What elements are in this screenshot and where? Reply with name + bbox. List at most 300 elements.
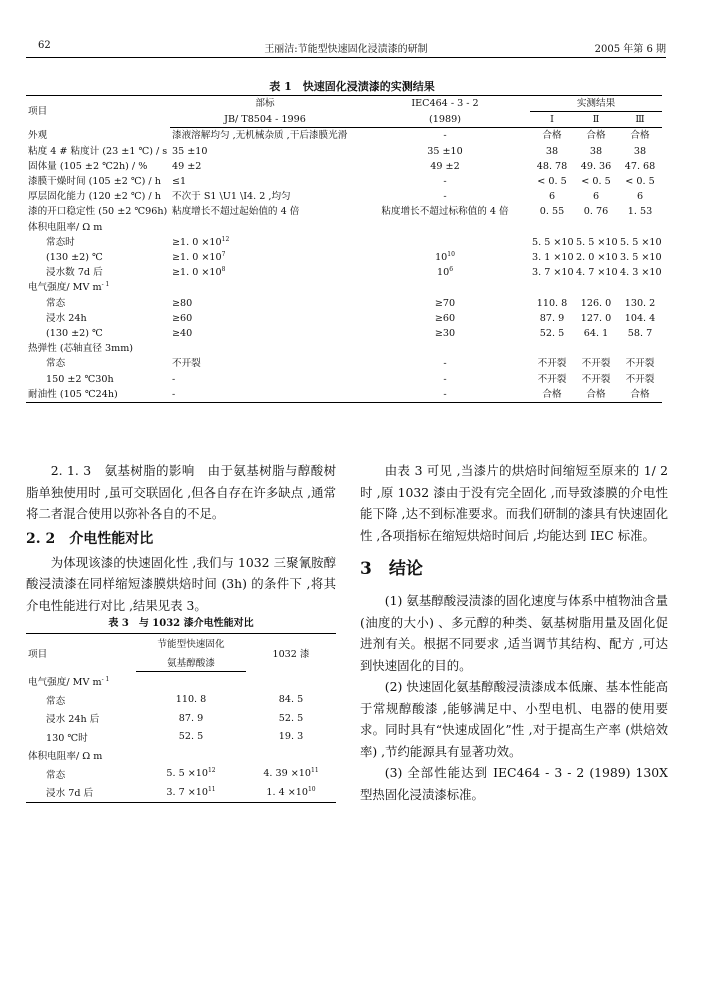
row-m3 [618, 265, 662, 280]
table1-header-std: 部标 [170, 96, 360, 112]
table-row [26, 728, 336, 747]
row-std [170, 128, 360, 144]
row-m2 [574, 280, 618, 295]
row-iec-text: - [443, 191, 447, 203]
row-item-text: 常态 [46, 297, 66, 309]
row-new-varnish-text: 87. 9 [178, 712, 204, 724]
row-iec [360, 326, 530, 341]
row-iec [360, 174, 530, 189]
row-m1 [530, 174, 574, 189]
row-m1-text: 0. 55 [539, 206, 565, 218]
table-row [26, 174, 662, 189]
row-item-text: (130 ±2) ℃ [46, 328, 103, 340]
row-iec-text: - [443, 358, 447, 370]
table1-caption: 表 1 快速固化浸渍漆的实测结果 [269, 80, 435, 93]
row-item-text: 浸水 24h 后 [46, 714, 100, 726]
row-item-text: 130 ℃时 [46, 732, 88, 744]
row-item-text: 常态时 [46, 236, 75, 248]
row-new-varnish [136, 765, 246, 784]
row-new-varnish [136, 728, 246, 747]
row-m3-text: 不开裂 [625, 358, 655, 370]
row-std [170, 174, 360, 189]
row-std [170, 372, 360, 387]
row-item [26, 728, 136, 747]
row-item-text: 体积电阻率/ Ω m [28, 221, 103, 233]
row-m3 [618, 296, 662, 311]
row-item [26, 709, 136, 728]
row-m1 [530, 356, 574, 371]
table-row [26, 356, 662, 371]
row-m3-text: 6 [636, 191, 644, 203]
table3-header-col1-top: 节能型快速固化 [136, 634, 246, 653]
row-item [26, 204, 170, 219]
row-m3 [618, 220, 662, 235]
running-header [26, 40, 666, 56]
row-item-text: 常态 [46, 695, 66, 707]
row-1032 [246, 672, 336, 691]
row-item [26, 296, 170, 311]
section-2-2-paragraph: 为体现该漆的快速固化性 ,我们与 1032 三聚氰胺醇酸浸渍漆在同样缩短漆膜烘焙时间 (3h) 的条件下 ,将其介电性能进行对比 ,结果见表 3。 [26, 554, 336, 613]
row-m2-text: 2. 0 ×10 [576, 252, 618, 264]
row-std [170, 189, 360, 204]
row-item [26, 250, 170, 265]
row-item-text: (130 ±2) ℃ [46, 252, 103, 264]
row-iec-text: - [443, 130, 447, 142]
row-m2 [574, 372, 618, 387]
conclusion-3: (3) 全部性能达到 IEC464 - 3 - 2 (1989) 130X 型热固化浸渍漆标准。 [360, 765, 668, 802]
row-m2 [574, 235, 618, 250]
row-item-text: 固体量 (105 ±2 ℃2h) / % [28, 160, 148, 172]
row-iec [360, 356, 530, 371]
row-std [170, 341, 360, 356]
right-paragraph-1: 由表 3 可见 ,当漆片的烘焙时间缩短至原来的 1/ 2 时 ,原 1032 漆由于没有完全固化 ,而导致漆膜的介电性能下降 ,达不到标准要求。而我们研制的漆具有快速固化性 ,各项指标在缩短烘焙时间后 ,均能达到 IEC 标准。 [360, 463, 668, 543]
row-iec [360, 144, 530, 159]
row-m3 [618, 159, 662, 174]
row-new-varnish [136, 672, 246, 691]
row-item [26, 311, 170, 326]
row-m1-text: 不开裂 [537, 373, 567, 385]
row-m1 [530, 250, 574, 265]
table-row [26, 387, 662, 403]
conclusion-2: (2) 快速固化氨基醇酸浸渍漆成本低廉、基本性能高于常规醇酸漆 ,能够满足中、小型电机、电器的使用要求。同时具有“快速成固化”性 ,对于提高生产率 (烘焙效率) ,节约能源具有显著功效。 [360, 679, 668, 759]
row-iec [360, 265, 530, 280]
row-m1-text: 3. 1 ×10 [532, 252, 574, 264]
row-m2-text: 5. 5 ×10 [576, 236, 618, 248]
row-m3-text: 合格 [630, 388, 650, 400]
table-row [26, 311, 662, 326]
row-std-text: 35 ±10 [172, 145, 208, 157]
table1-header-item: 项目 [26, 96, 170, 128]
row-1032 [246, 691, 336, 710]
row-m1-text: 不开裂 [537, 358, 567, 370]
row-m3 [618, 174, 662, 189]
row-m2 [574, 265, 618, 280]
row-m2-text: 4. 7 ×10 [576, 267, 618, 279]
row-std-text: ≤1 [172, 176, 187, 188]
row-item-exponent: - 1 [101, 675, 110, 683]
row-m3 [618, 341, 662, 356]
row-iec [360, 220, 530, 235]
row-iec [360, 235, 530, 250]
row-m1-text: < 0. 5 [537, 176, 567, 188]
table-row [26, 250, 662, 265]
row-m1 [530, 204, 574, 219]
left-column [26, 460, 336, 803]
row-item [26, 746, 136, 765]
table-row [26, 672, 336, 691]
table1-header-m1: Ⅰ [530, 112, 574, 128]
row-std [170, 356, 360, 371]
row-m2 [574, 326, 618, 341]
row-m2-text: 不开裂 [581, 373, 611, 385]
row-std-exponent: 8 [221, 266, 226, 274]
row-std-text: ≥40 [172, 328, 193, 340]
running-title: 王丽洁:节能型快速固化浸渍漆的研制 [264, 44, 428, 55]
row-item-text: 厚层固化能力 (120 ±2 ℃) / h [28, 191, 161, 203]
row-m1 [530, 189, 574, 204]
row-iec [360, 387, 530, 403]
row-m2-text: 0. 76 [583, 206, 609, 218]
row-m1-text: 52. 5 [539, 328, 565, 340]
row-m3 [618, 250, 662, 265]
table-row [26, 189, 662, 204]
table1-header-m3: Ⅲ [618, 112, 662, 128]
table-row [26, 765, 336, 784]
row-iec [360, 128, 530, 144]
table3 [26, 633, 336, 803]
row-iec-exponent: 6 [449, 266, 454, 274]
row-std-text: ≥60 [172, 312, 193, 324]
row-item [26, 235, 170, 250]
right-column [360, 460, 668, 805]
row-iec-text: 粘度增长不超过标称值的 4 倍 [381, 206, 509, 218]
table-row [26, 204, 662, 219]
row-m3-text: 5. 5 ×10 [620, 236, 662, 248]
row-item-text: 漆的开口稳定性 (50 ±2 ℃96h) [28, 206, 168, 218]
row-m3-text: 47. 68 [624, 160, 656, 172]
row-m2 [574, 159, 618, 174]
section-2-1-3 [26, 460, 336, 525]
row-m2 [574, 250, 618, 265]
row-m2 [574, 144, 618, 159]
row-m1 [530, 144, 574, 159]
row-m2-text: 38 [589, 145, 603, 157]
row-item [26, 765, 136, 784]
row-m2 [574, 220, 618, 235]
table1-header-iec-year: (1989) [360, 112, 530, 128]
table-row [26, 709, 336, 728]
row-1032-text: 1. 4 ×10 [266, 786, 308, 798]
table-row [26, 372, 662, 387]
row-item-text: 电气强度/ MV m [28, 282, 102, 294]
row-item [26, 691, 136, 710]
row-new-varnish [136, 691, 246, 710]
row-std-text: 漆液溶解均匀 ,无机械杂质 ,干后漆膜光滑 [172, 130, 348, 142]
row-std [170, 144, 360, 159]
row-iec-text: ≥70 [434, 297, 456, 309]
row-std-text: 不开裂 [172, 358, 201, 370]
row-item [26, 159, 170, 174]
table-row [26, 691, 336, 710]
row-item [26, 341, 170, 356]
row-item-exponent: - 1 [101, 281, 110, 289]
conclusion-1: (1) 氨基醇酸浸渍漆的固化速度与体系中植物油含量 (油度的大小) 、多元醇的种类、氨基树脂用量及固化促进剂有关。根据不同要求 ,适当调节其结构、配方 ,可达到快速固化的目的。 [360, 593, 668, 673]
table1-header-iec: IEC464 - 3 - 2 [360, 96, 530, 112]
row-m1 [530, 387, 574, 403]
row-m3 [618, 235, 662, 250]
row-m2-text: 不开裂 [581, 358, 611, 370]
row-m3-text: < 0. 5 [625, 176, 655, 188]
row-iec-text: 49 ±2 [430, 160, 460, 172]
table3-caption: 表 3 与 1032 漆介电性能对比 [108, 618, 254, 629]
row-new-varnish-text: 52. 5 [178, 731, 204, 743]
row-1032 [246, 746, 336, 765]
row-m2-text: 127. 0 [580, 312, 612, 324]
row-std [170, 159, 360, 174]
row-1032-text: 4. 39 ×10 [263, 768, 312, 780]
row-m1-text: 87. 9 [539, 312, 565, 324]
table1-header-std-code: JB/ T8504 - 1996 [170, 112, 360, 128]
row-m2 [574, 387, 618, 403]
table-row [26, 265, 662, 280]
row-std [170, 280, 360, 295]
row-m3 [618, 204, 662, 219]
row-new-varnish [136, 746, 246, 765]
row-m1-text: 110. 8 [536, 297, 568, 309]
row-item-text: 热弹性 (芯轴直径 3mm) [28, 343, 134, 355]
row-item-text: 常态 [46, 358, 66, 370]
row-std-text: ≥1. 0 ×10 [172, 236, 222, 248]
row-item [26, 356, 170, 371]
row-1032-exponent: 10 [307, 785, 316, 793]
row-m1-text: 3. 7 ×10 [532, 267, 574, 279]
row-m2-text: 126. 0 [580, 297, 612, 309]
table-row [26, 280, 662, 295]
row-m3-text: 58. 7 [627, 328, 653, 340]
row-m1 [530, 372, 574, 387]
row-iec [360, 311, 530, 326]
table3-header-col2: 1032 漆 [246, 634, 336, 672]
row-m3-text: 1. 53 [627, 206, 653, 218]
row-m3-text: 38 [633, 145, 647, 157]
row-std [170, 387, 360, 403]
row-std [170, 235, 360, 250]
row-std-text: ≥1. 0 ×10 [172, 267, 222, 279]
row-item [26, 372, 170, 387]
row-1032-exponent: 11 [311, 767, 319, 775]
row-new-varnish-text: 5. 5 ×10 [166, 768, 208, 780]
row-iec [360, 341, 530, 356]
row-1032-text: 84. 5 [278, 694, 304, 706]
row-std-exponent: 12 [221, 235, 230, 243]
row-iec-text: 10 [436, 267, 450, 279]
row-1032-text: 19. 3 [278, 731, 304, 743]
row-m3 [618, 128, 662, 144]
row-std-text: 不次于 S1 \U1 \I4. 2 ,均匀 [172, 191, 291, 203]
row-m2 [574, 296, 618, 311]
row-m1 [530, 296, 574, 311]
row-m2 [574, 356, 618, 371]
table-row [26, 296, 662, 311]
table1 [26, 95, 662, 403]
row-std [170, 326, 360, 341]
row-std-text: - [172, 373, 176, 385]
row-std [170, 220, 360, 235]
row-item-text: 体积电阻率/ Ω m [28, 751, 103, 763]
row-item-text: 粘度 4 # 粘度计 (23 ±1 ℃) / s [28, 145, 168, 157]
row-iec-text: ≥60 [434, 312, 456, 324]
row-item-text: 漆膜干燥时间 (105 ±2 ℃) / h [28, 176, 161, 188]
row-m3-text: 4. 3 ×10 [620, 267, 662, 279]
row-iec-text: ≥30 [434, 328, 456, 340]
row-m2 [574, 174, 618, 189]
row-m2 [574, 128, 618, 144]
row-std [170, 296, 360, 311]
row-m1 [530, 128, 574, 144]
row-m2-text: 合格 [586, 388, 606, 400]
table-row [26, 326, 662, 341]
row-item [26, 783, 136, 802]
row-m3 [618, 387, 662, 403]
row-m2-text: < 0. 5 [581, 176, 611, 188]
row-new-varnish [136, 709, 246, 728]
row-std-text: 49 ±2 [172, 160, 202, 172]
row-iec [360, 280, 530, 295]
row-new-varnish-text: 3. 7 ×10 [166, 786, 208, 798]
row-std-exponent: 7 [221, 250, 226, 258]
table-row [26, 783, 336, 802]
section-3-heading: 3 结论 [360, 559, 423, 579]
row-item-text: 浸水 7d 后 [46, 788, 94, 800]
row-iec-text: - [443, 176, 447, 188]
row-m1-text: 合格 [542, 130, 562, 142]
table-row [26, 235, 662, 250]
row-m3-text: 不开裂 [625, 373, 655, 385]
table3-header-item: 项目 [26, 634, 136, 672]
row-std [170, 311, 360, 326]
row-item [26, 144, 170, 159]
row-item [26, 189, 170, 204]
row-1032 [246, 765, 336, 784]
row-m2 [574, 204, 618, 219]
row-item-text: 常态 [46, 769, 66, 781]
row-m3-text: 104. 4 [624, 312, 656, 324]
row-std-text: 粘度增长不超过起始值的 4 倍 [172, 206, 300, 218]
row-item [26, 220, 170, 235]
row-m1-text: 38 [545, 145, 559, 157]
table-row [26, 159, 662, 174]
row-item-text: 150 ±2 ℃30h [46, 373, 114, 385]
table-row [26, 128, 662, 144]
row-new-varnish-text: 110. 8 [175, 694, 207, 706]
row-std-text: ≥80 [172, 297, 193, 309]
section-2-1-3-text: 由于氨基树脂与醇酸树脂单独使用时 ,虽可交联固化 ,但各自存在许多缺点 ,通常将二者混合使用以弥补各自的不足。 [26, 463, 337, 521]
row-m3 [618, 144, 662, 159]
page-number: 62 [38, 40, 51, 51]
row-iec [360, 296, 530, 311]
row-1032 [246, 728, 336, 747]
row-m2 [574, 341, 618, 356]
table-row [26, 746, 336, 765]
table1-header-m2: Ⅱ [574, 112, 618, 128]
header-rule [26, 57, 666, 58]
row-iec-text: 35 ±10 [427, 145, 463, 157]
row-iec-text: 10 [435, 252, 448, 264]
row-m2-text: 49. 36 [580, 160, 612, 172]
row-m3 [618, 311, 662, 326]
table-row [26, 220, 662, 235]
row-std [170, 265, 360, 280]
row-new-varnish [136, 783, 246, 802]
row-std [170, 204, 360, 219]
row-iec-text: - [443, 373, 447, 385]
row-m3-text: 130. 2 [624, 297, 656, 309]
row-m1 [530, 159, 574, 174]
row-iec-exponent: 10 [447, 250, 455, 258]
row-m2 [574, 311, 618, 326]
row-m3-text: 合格 [630, 130, 650, 142]
table-row [26, 144, 662, 159]
row-1032 [246, 783, 336, 802]
row-1032-text: 52. 5 [278, 712, 304, 724]
table3-header-col1-bottom: 氨基醇酸漆 [136, 653, 246, 672]
row-1032 [246, 709, 336, 728]
row-new-varnish-exponent: 11 [207, 785, 216, 793]
row-item [26, 280, 170, 295]
row-iec [360, 204, 530, 219]
row-m2-text: 64. 1 [583, 328, 609, 340]
row-m1 [530, 326, 574, 341]
row-m1 [530, 220, 574, 235]
row-item-text: 浸水 24h [46, 312, 87, 324]
row-item [26, 128, 170, 144]
row-m1 [530, 311, 574, 326]
row-m1 [530, 280, 574, 295]
row-m1 [530, 235, 574, 250]
row-item [26, 174, 170, 189]
row-item [26, 265, 170, 280]
row-m2 [574, 189, 618, 204]
row-std-text: ≥1. 0 ×10 [172, 252, 222, 264]
row-new-varnish-exponent: 12 [207, 767, 216, 775]
row-iec [360, 189, 530, 204]
row-m1-text: 48. 78 [536, 160, 568, 172]
row-item-text: 耐油性 (105 ℃24h) [28, 388, 118, 400]
issue-label: 2005 年第 6 期 [594, 44, 666, 55]
row-m2-text: 6 [592, 191, 600, 203]
row-m2-text: 合格 [586, 130, 606, 142]
row-item-text: 浸水数 7d 后 [46, 267, 103, 279]
row-item-text: 电气强度/ MV m [28, 677, 102, 688]
section-2-2-heading: 2. 2 介电性能对比 [26, 530, 154, 547]
row-iec [360, 372, 530, 387]
row-m3 [618, 356, 662, 371]
table1-header-measured: 实测结果 [530, 96, 662, 112]
row-m3 [618, 372, 662, 387]
row-m1 [530, 341, 574, 356]
section-2-1-3-heading: 2. 1. 3 氨基树脂的影响 [50, 463, 195, 478]
row-iec-text: - [443, 388, 447, 400]
row-item [26, 387, 170, 403]
row-m1-text: 5. 5 ×10 [532, 236, 574, 248]
row-item [26, 672, 136, 691]
row-std [170, 250, 360, 265]
row-m3 [618, 326, 662, 341]
row-m3 [618, 280, 662, 295]
row-iec [360, 159, 530, 174]
row-m3 [618, 189, 662, 204]
row-m3-text: 3. 5 ×10 [620, 252, 662, 264]
